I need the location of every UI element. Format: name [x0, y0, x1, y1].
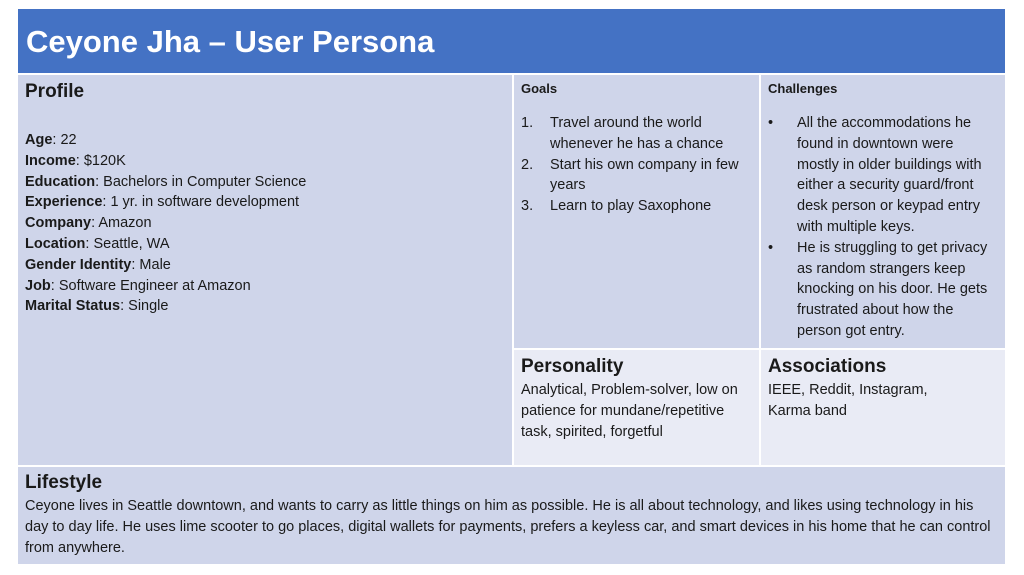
- profile-heading: Profile: [25, 81, 85, 102]
- title-bar: [18, 9, 1005, 75]
- profile-field: Income: $120K: [25, 152, 126, 169]
- goal-marker: 1.: [521, 115, 534, 131]
- associations-line-2: Karma band: [768, 402, 847, 419]
- profile-field-value: Male: [139, 256, 171, 273]
- persona-table: [18, 9, 1005, 564]
- profile-field: Marital Status: Single: [25, 298, 169, 315]
- profile-fields: [25, 130, 505, 317]
- challenges-heading: Challenges: [768, 81, 838, 96]
- profile-field-value: Single: [128, 298, 169, 315]
- profile-field: Age: 22: [25, 132, 77, 148]
- profile-field-label: Company: [25, 215, 92, 232]
- profile-field-value: Bachelors in Computer Science: [103, 173, 307, 190]
- profile-field-label: Experience: [25, 194, 103, 211]
- profile-field: Gender Identity: Male: [25, 256, 171, 273]
- goal-text: Travel around the world whenever he has a chance: [550, 115, 724, 152]
- personality-cell: [512, 348, 759, 465]
- profile-field-label: Age: [25, 132, 53, 148]
- goal-text: Start his own company in few years: [550, 156, 739, 194]
- challenge-item: [768, 238, 998, 342]
- lifestyle-cell: [18, 465, 1005, 564]
- challenge-item: [768, 113, 998, 238]
- challenge-text: All the accommodations he found in downtown were mostly in older buildings with either a security guard/front desk person or keypad entry with multiple keys.: [797, 115, 982, 235]
- profile-field-value: Seattle, WA: [93, 235, 170, 252]
- goal-item: [521, 155, 752, 197]
- profile-field-label: Income: [25, 152, 76, 169]
- profile-field-label: Education: [25, 173, 96, 190]
- profile-field: Company: Amazon: [25, 215, 152, 232]
- associations-line-1: IEEE, Reddit, Instagram,: [768, 382, 928, 398]
- profile-field: Education: Bachelors in Computer Science: [25, 173, 307, 190]
- profile-field-value: Amazon: [98, 215, 152, 232]
- profile-field: Location: Seattle, WA: [25, 235, 170, 252]
- personality-heading: Personality: [521, 356, 624, 377]
- goal-marker: 2.: [521, 156, 534, 173]
- challenge-marker: •: [768, 115, 774, 131]
- page-title: Ceyone Jha – User Persona: [26, 24, 435, 59]
- goal-text: Learn to play Saxophone: [550, 198, 712, 215]
- profile-field-value: 1 yr. in software development: [110, 194, 300, 211]
- associations-heading: Associations: [768, 356, 887, 377]
- profile-field-label: Marital Status: [25, 298, 121, 315]
- profile-field-label: Gender Identity: [25, 256, 132, 273]
- profile-field-label: Location: [25, 235, 86, 252]
- goal-item: [521, 196, 752, 217]
- challenges-cell: [759, 75, 1005, 348]
- personality-text: Analytical, Problem-solver, low on patience for mundane/repetitive task, spirited, forgetful: [521, 382, 738, 440]
- profile-field-value: $120K: [83, 152, 126, 169]
- profile-field: Job: Software Engineer at Amazon: [25, 277, 251, 294]
- goals-list: [521, 113, 752, 217]
- lifestyle-text: Ceyone lives in Seattle downtown, and wants to carry as little things on him as possible. He is all about technology, and likes using technology in his day to day life. He uses lime scooter to go places, digital wallets for payments, prefers a keyless car, and smart devices in his home that he can control from anywhere.: [25, 498, 991, 556]
- profile-cell: [18, 75, 512, 465]
- goals-heading: Goals: [521, 81, 558, 96]
- goal-item: [521, 113, 752, 155]
- challenge-marker: •: [768, 239, 774, 256]
- profile-field: Experience: 1 yr. in software development: [25, 194, 300, 211]
- lifestyle-heading: Lifestyle: [25, 472, 103, 493]
- profile-field-value: 22: [60, 132, 77, 148]
- profile-field-value: Software Engineer at Amazon: [58, 277, 251, 294]
- associations-cell: [759, 348, 1005, 465]
- challenge-text: He is struggling to get privacy as random strangers keep knocking on his door. He gets frustrated about how the person got entry.: [797, 239, 988, 339]
- goals-cell: [512, 75, 759, 348]
- goal-marker: 3.: [521, 198, 534, 215]
- profile-field-label: Job: [25, 277, 51, 294]
- challenges-list: [768, 113, 998, 342]
- associations-text: [768, 380, 998, 422]
